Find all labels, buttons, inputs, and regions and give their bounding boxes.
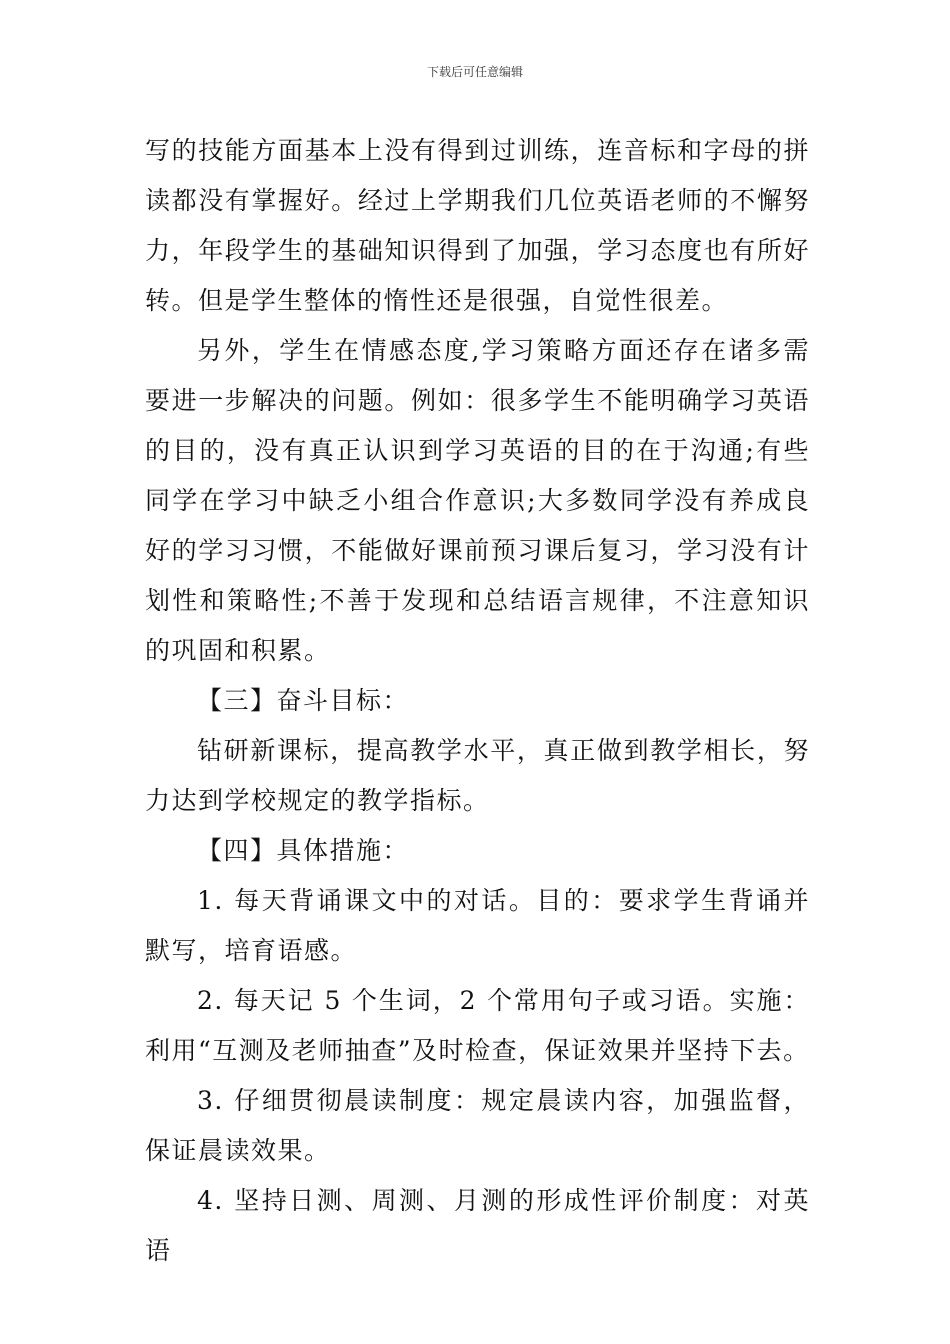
paragraph-student-skills: 写的技能方面基本上没有得到过训练，连音标和字母的拼读都没有掌握好。经过上学期我们几位英语老师的不懈努力，年段学生的基础知识得到了加强，学习态度也有所好转。但是学生整体的惰性还是很强，自觉性很差。 [145, 136, 810, 315]
paragraph-goals: 钻研新课标，提高教学水平，真正做到教学相长，努力达到学校规定的教学指标。 [145, 736, 810, 815]
measure-item-1: 1. 每天背诵课文中的对话。目的：要求学生背诵并默写，培育语感。 [145, 886, 810, 965]
measure-item-2: 2. 每天记 5 个生词，2 个常用句子或习语。实施：利用“互测及老师抽查”及时检查，保证效果并坚持下去。 [145, 986, 810, 1065]
measure-item-4: 4. 坚持日测、周测、月测的形成性评价制度：对英语 [145, 1186, 810, 1265]
document-body [145, 126, 810, 1276]
section-heading-measures: 【四】具体措施： [197, 836, 410, 865]
page-header: 下载后可任意编辑 [426, 65, 523, 79]
paragraph-learning-problems: 另外，学生在情感态度,学习策略方面还存在诸多需要进一步解决的问题。例如：很多学生不能明确学习英语的目的，没有真正认识到学习英语的目的在于沟通;有些同学在学习中缺乏小组合作意识;大多数同学没有养成良好的学习习惯，不能做好课前预习课后复习，学习没有计划性和策略性;不善于发现和总结语言规律，不注意知识的巩固和积累。 [145, 336, 810, 665]
measure-item-3: 3. 仔细贯彻晨读制度：规定晨读内容，加强监督，保证晨读效果。 [145, 1086, 810, 1165]
section-heading-goals: 【三】奋斗目标： [197, 686, 410, 715]
